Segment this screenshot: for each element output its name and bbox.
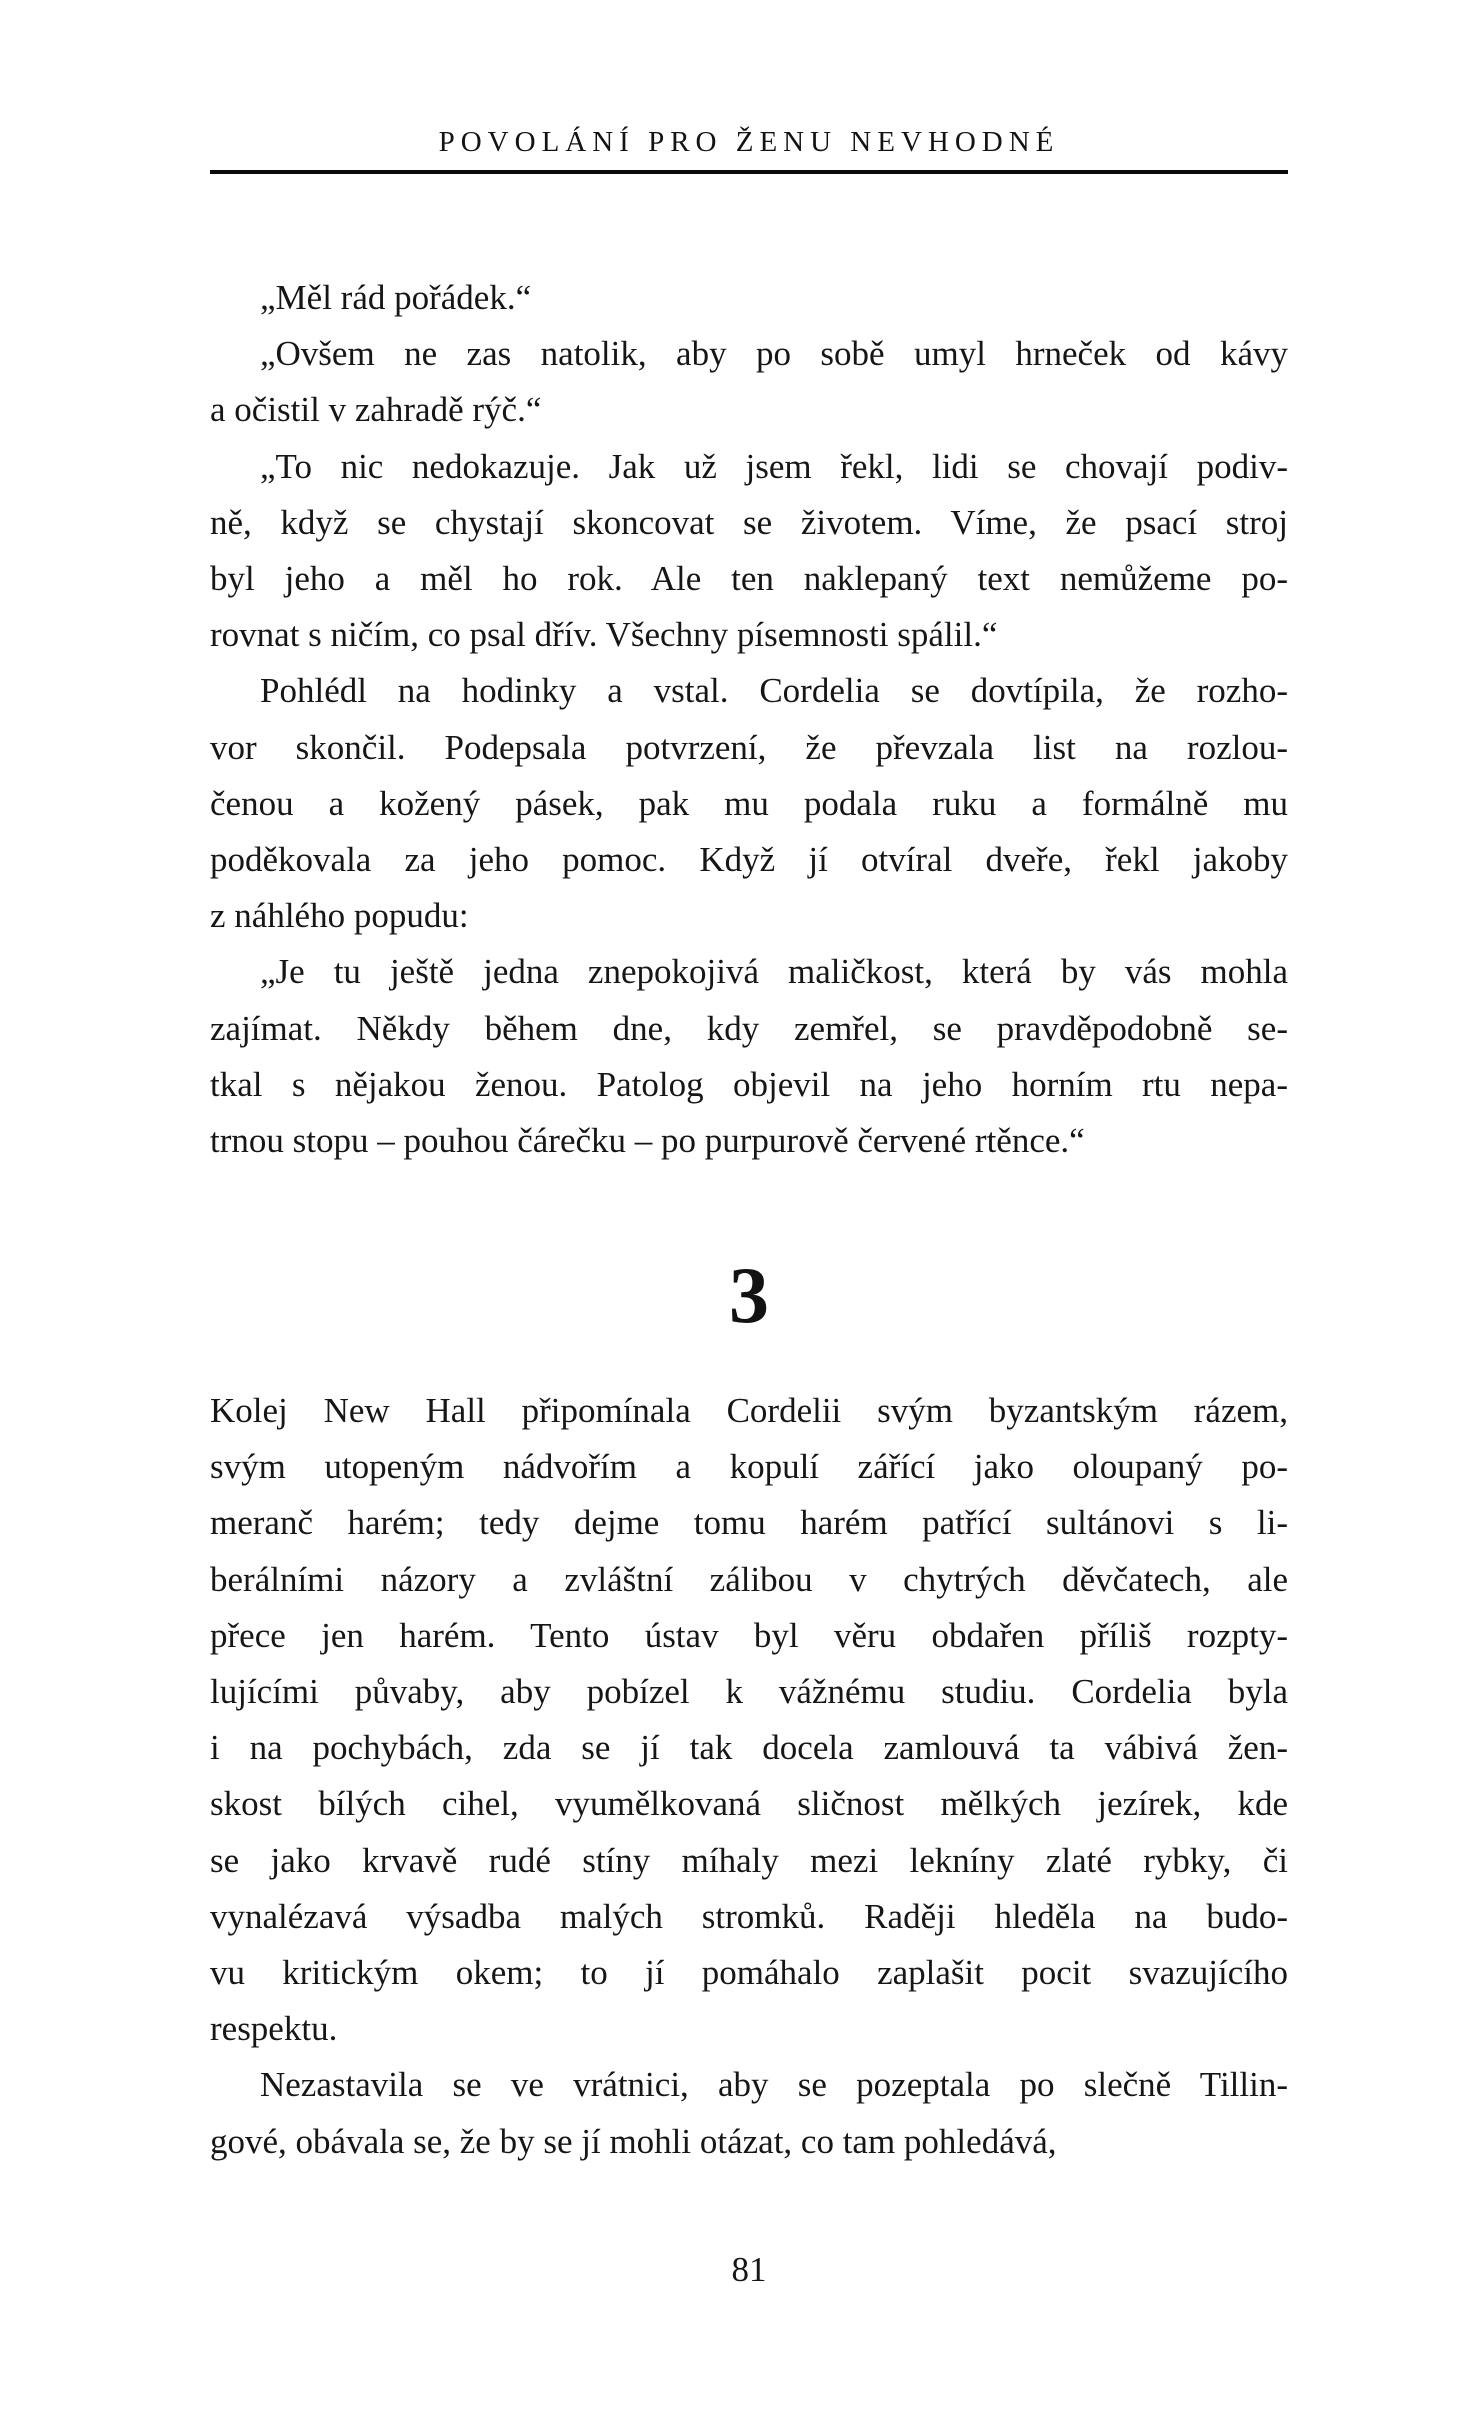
text-line: lujícími půvaby, aby pobízel k vážnému studiu. Cordelia byla [210,1672,1288,1712]
paragraph [210,326,1288,438]
text-line: respektu. [210,2009,338,2049]
paragraph [210,2057,1288,2169]
text-line: „To nic nedokazuje. Jak už jsem řekl, lidi se chovají podiv- [260,446,1288,486]
paragraph [210,663,1288,944]
text-line: a očistil v zahradě rýč.“ [210,390,542,430]
text-line: trnou stopu – pouhou čárečku – po purpurově červené rtěnce.“ [210,1121,1085,1161]
text-line: Kolej New Hall připomínala Cordelii svým byzantským rázem, [210,1391,1288,1430]
page-number: 81 [731,2250,767,2289]
paragraph [210,439,1288,664]
text-line: Pohlédl na hodinky a vstal. Cordelia se dovtípila, že rozho- [260,671,1288,711]
text-block-before-chapter [210,270,1288,1169]
text-line: svým utopeným nádvořím a kopulí zářící jako oloupaný po- [210,1447,1288,1487]
text-line: Nezastavila se ve vrátnici, aby se pozeptala po slečně Tillin- [260,2065,1288,2105]
paragraph [210,944,1288,1169]
text-line: rovnat s ničím, co psal dřív. Všechny písemnosti spálil.“ [210,615,998,655]
text-line: vor skončil. Podepsala potvrzení, že převzala list na rozlou- [210,727,1288,767]
text-line: skost bílých cihel, vyumělkovaná sličnost mělkých jezírek, kde [210,1784,1288,1824]
text-line: „Je tu ještě jedna znepokojivá maličkost, která by vás mohla [260,952,1288,992]
text-line: čenou a kožený pásek, pak mu podala ruku a formálně mu [210,783,1288,823]
text-line: se jako krvavě rudé stíny míhaly mezi lekníny zlaté rybky, či [210,1840,1288,1880]
text-line: „Ovšem ne zas natolik, aby po sobě umyl hrneček od kávy [260,334,1288,374]
text-line: poděkovala za jeho pomoc. Když jí otvíral dveře, řekl jakoby [210,840,1288,880]
text-line: „Měl rád pořádek.“ [260,278,532,317]
text-line: vynalézavá výsadba malých stromků. Raději hleděla na budo- [210,1896,1288,1936]
text-line: ně, když se chystají skoncovat se životem. Víme, že psací stroj [210,502,1288,542]
text-line: z náhlého popudu: [210,896,469,936]
text-line: byl jeho a měl ho rok. Ale ten naklepaný text nemůžeme po- [210,559,1288,599]
text-line: meranč harém; tedy dejme tomu harém patřící sultánovi s li- [210,1503,1288,1543]
paragraph [210,1383,1288,2057]
chapter-number: 3 [729,1252,769,1340]
text-line: tkal s nějakou ženou. Patolog objevil na jeho horním rtu nepa- [210,1064,1288,1104]
text-line: vu kritickým okem; to jí pomáhalo zaplašit pocit svazujícího [210,1953,1288,1993]
running-header-title: POVOLÁNÍ PRO ŽENU NEVHODNÉ [438,126,1060,158]
text-line: i na pochybách, zda se jí tak docela zamlouvá ta vábivá žen- [210,1728,1288,1768]
header-rule [210,170,1288,174]
paragraph [210,270,1288,326]
text-block-after-chapter [210,1383,1288,2170]
text-line: zajímat. Někdy během dne, kdy zemřel, se pravděpodobně se- [210,1008,1288,1048]
text-line: berálními názory a zvláštní zálibou v chytrých děvčatech, ale [210,1559,1288,1599]
text-line: přece jen harém. Tento ústav byl věru obdařen příliš rozpty- [210,1615,1288,1655]
text-line: gové, obávala se, že by se jí mohli otázat, co tam pohledává, [210,2121,1057,2161]
